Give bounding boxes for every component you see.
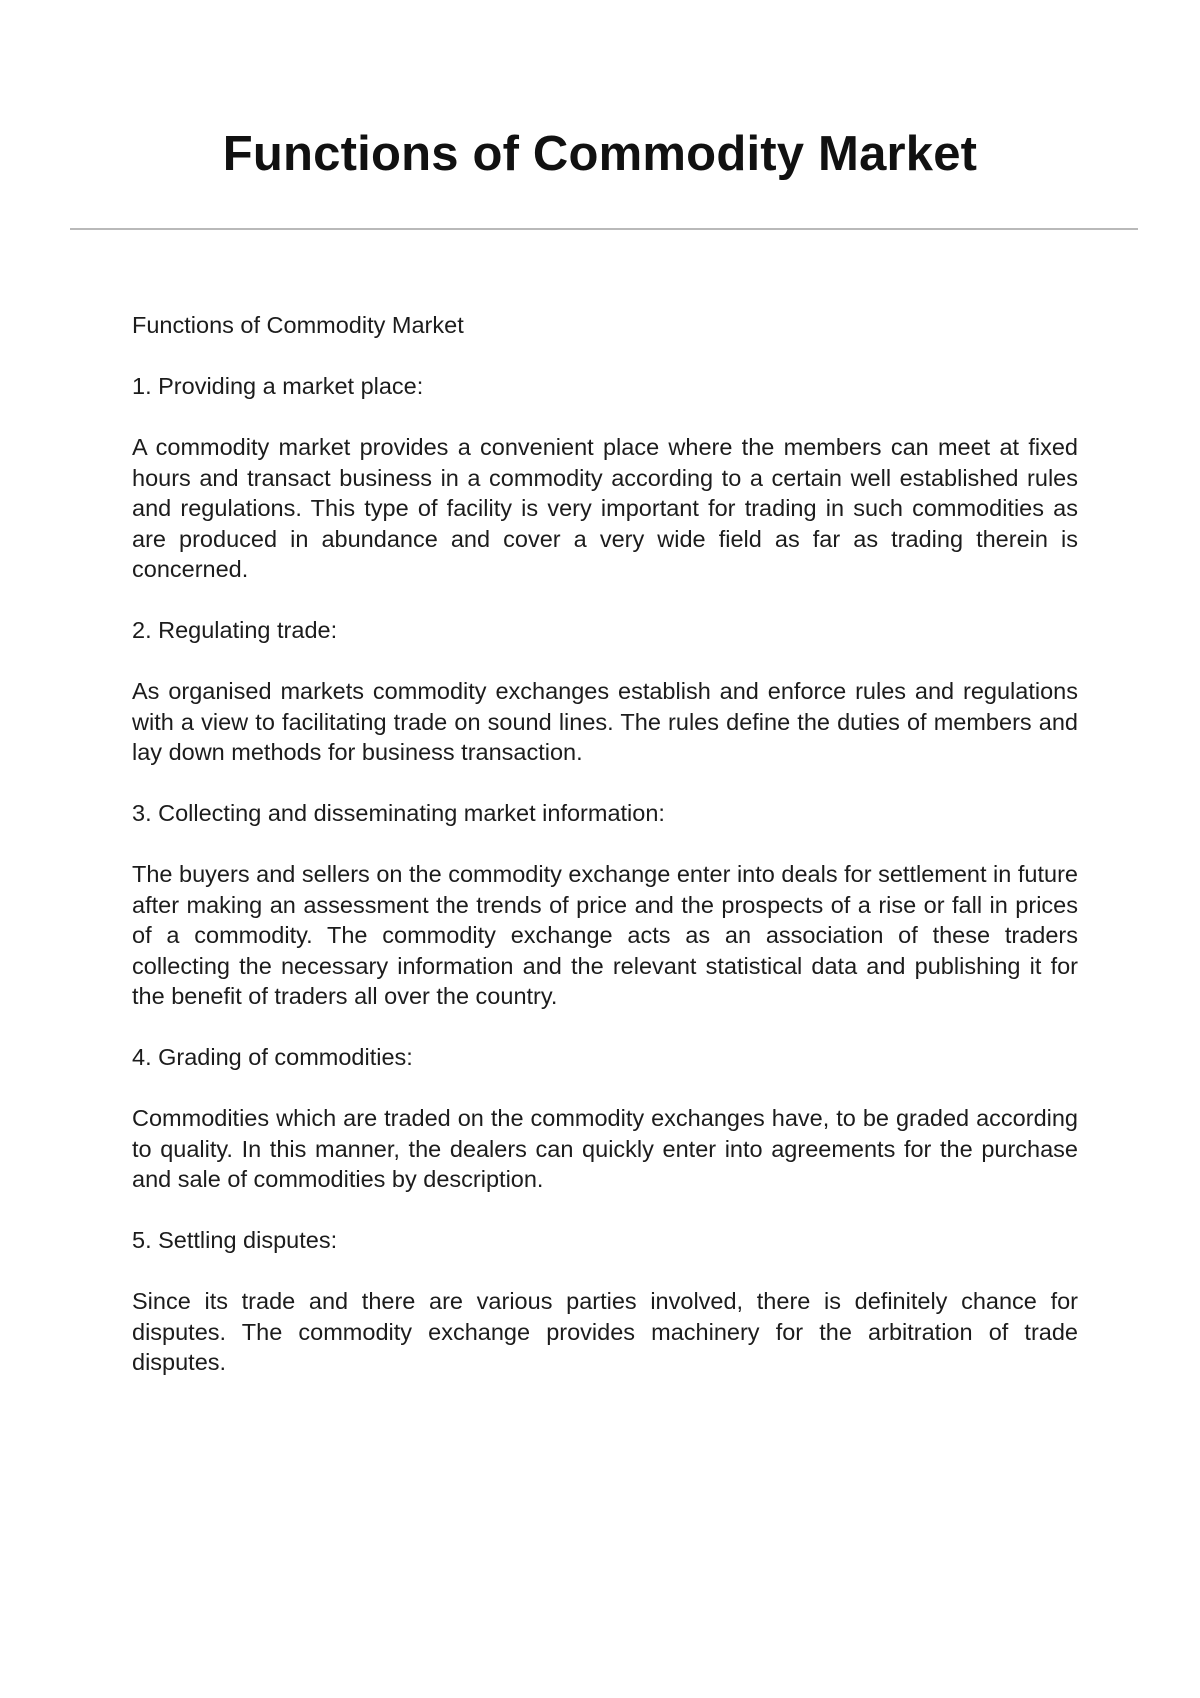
- section-5-heading: 5. Settling disputes:: [132, 1227, 338, 1253]
- section-2-body: As organised markets commodity exchanges establish and enforce rules and regulations with a view to facilitating trade on sound lines. The rules define the duties of members and lay down methods for business transaction.: [132, 678, 1078, 765]
- section-4-body: Commodities which are traded on the commodity exchanges have, to be graded according to quality. In this manner, the dealers can quickly enter into agreements for the purchase and sale of commodities by description.: [132, 1105, 1078, 1192]
- title-divider: [70, 228, 1138, 230]
- section-4-heading: 4. Grading of commodities:: [132, 1044, 413, 1070]
- section-3-heading: 3. Collecting and disseminating market information:: [132, 800, 665, 826]
- section-5-body: Since its trade and there are various parties involved, there is definitely chance for disputes. The commodity exchange provides machinery for the arbitration of trade disputes.: [132, 1288, 1078, 1375]
- section-2-heading: 2. Regulating trade:: [132, 617, 338, 643]
- page-title: Functions of Commodity Market: [222, 127, 978, 181]
- document-body: [132, 310, 1078, 1408]
- section-1-heading: 1. Providing a market place:: [132, 373, 424, 399]
- section-1-body: A commodity market provides a convenient place where the members can meet at fixed hours and transact business in a commodity according to a certain well established rules and regulations. This type of facility is very important for trading in such commodities as are produced in abundance and cover a very wide field as far as trading therein is concerned.: [132, 434, 1078, 582]
- section-3-body: The buyers and sellers on the commodity exchange enter into deals for settlement in future after making an assessment the trends of price and the prospects of a rise or fall in prices of a commodity. The commodity exchange acts as an association of these traders collecting the necessary information and the relevant statistical data and publishing it for the benefit of traders all over the country.: [132, 861, 1078, 1009]
- intro-heading: Functions of Commodity Market: [132, 312, 464, 338]
